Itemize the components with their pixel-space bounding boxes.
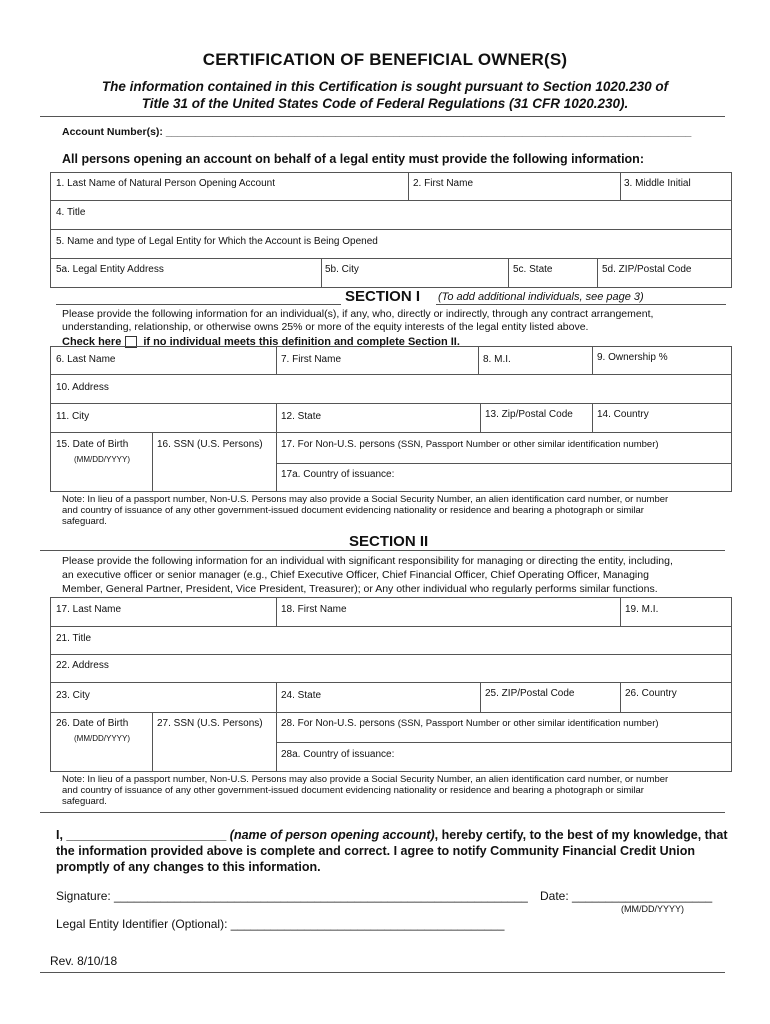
s1-footnote-1: Note: In lieu of a passport number, Non-U.S. Persons may also provide a Social Security Number, an alien identification card number, or number — [62, 494, 669, 505]
form-subtitle-line2: Title 31 of the United States Code of Federal Regulations (31 CFR 1020.230). — [141, 96, 629, 111]
s1-state[interactable]: 12. State — [281, 411, 322, 422]
s2-city[interactable]: 23. City — [56, 690, 90, 701]
s2-zip[interactable]: 25. ZIP/Postal Code — [485, 688, 575, 699]
entity-legal-name-label[interactable]: 5. Name and type of Legal Entity for Which the Account is Being Opened — [56, 236, 378, 247]
section2-para3: Member, General Partner, President, Vice President, Treasurer); or Any other individual who regularly performs similar functions. — [62, 583, 658, 595]
all-persons-instruction: All persons opening an account on behalf of a legal entity must provide the following information: — [62, 152, 644, 166]
date-format-hint: (MM/DD/YYYY) — [621, 904, 684, 914]
certification-line1: I, _______________________ (name of person opening account), hereby certify, to the best of my knowledge, that — [56, 828, 728, 842]
entity-first-name-label[interactable]: 2. First Name — [413, 178, 474, 189]
date-field[interactable]: Date: _____________________ — [540, 889, 713, 903]
s2-title[interactable]: 21. Title — [56, 633, 92, 644]
section2-para2: an executive officer or senior manager (e.g., Chief Executive Officer, Chief Financial Officer, Chief Operating Officer, Managing — [62, 569, 649, 581]
header-divider — [40, 116, 725, 117]
s1-dob[interactable]: 15. Date of Birth — [56, 439, 129, 450]
entity-zip-label[interactable]: 5d. ZIP/Postal Code — [602, 264, 692, 275]
cert-name-blank[interactable]: I, _______________________ — [56, 828, 230, 842]
s2-state[interactable]: 24. State — [281, 690, 322, 701]
s1-last-name[interactable]: 6. Last Name — [56, 354, 116, 365]
s2-footnote-1: Note: In lieu of a passport number, Non-U.S. Persons may also provide a Social Security Number, an alien identification card number, or number — [62, 774, 669, 785]
section2-para1: Please provide the following information for an individual with significant responsibility for managing or directing the entity, including, — [62, 555, 673, 567]
s1-footnote-2: and country of issuance of any other government-issued document evidencing nationality or residence and bearing a photograph or similar — [62, 505, 644, 516]
entity-last-name-label[interactable]: 1. Last Name of Natural Person Opening Account — [56, 178, 276, 189]
s1-ssn[interactable]: 16. SSN (U.S. Persons) — [157, 439, 263, 450]
check-here-text: if no individual meets this definition and complete Section II. — [143, 336, 460, 348]
s1-mi[interactable]: 8. M.I. — [483, 354, 511, 365]
entity-title-label[interactable]: 4. Title — [56, 207, 86, 218]
s1-dob-format: (MM/DD/YYYY) — [74, 455, 130, 464]
entity-address-label[interactable]: 5a. Legal Entity Address — [56, 264, 164, 275]
s2-country-issuance[interactable]: 28a. Country of issuance: — [281, 749, 395, 760]
form-subtitle-line1: The information contained in this Certification is sought pursuant to Section 1020.230 of — [101, 79, 669, 94]
entity-middle-initial-label[interactable]: 3. Middle Initial — [624, 178, 691, 189]
s2-country[interactable]: 26. Country — [625, 688, 677, 699]
s2-dob-format: (MM/DD/YYYY) — [74, 734, 130, 743]
s2-nonus[interactable]: 28. For Non-U.S. persons (SSN, Passport Number or other similar identification number) — [281, 718, 659, 729]
s2-first-name[interactable]: 18. First Name — [281, 604, 347, 615]
s1-footnote-3: safeguard. — [62, 516, 107, 527]
entity-state-label[interactable]: 5c. State — [513, 264, 553, 275]
signature-field[interactable]: Signature: ______________________________________________________________ — [56, 889, 528, 903]
s1-zip[interactable]: 13. Zip/Postal Code — [485, 409, 573, 420]
s1-ownership[interactable]: 9. Ownership % — [597, 352, 668, 363]
section1-para1: Please provide the following information for an individual(s), if any, who, directly or indirectly, through any contract arrangement, — [62, 308, 654, 320]
cert-name-label: (name of person opening account) — [229, 828, 435, 842]
revision-date: Rev. 8/10/18 — [50, 954, 118, 968]
s1-country[interactable]: 14. Country — [597, 409, 649, 420]
s2-mi[interactable]: 19. M.I. — [625, 604, 659, 615]
s2-ssn[interactable]: 27. SSN (U.S. Persons) — [157, 718, 263, 729]
s1-city[interactable]: 11. City — [56, 411, 90, 422]
form-title: CERTIFICATION OF BENEFICIAL OWNER(S) — [202, 50, 568, 69]
s2-footnote-2: and country of issuance of any other government-issued document evidencing nationality or residence and bearing a photograph or similar — [62, 785, 644, 796]
s2-footnote-3: safeguard. — [62, 796, 107, 807]
lei-field[interactable]: Legal Entity Identifier (Optional): _________________________________________ — [56, 917, 505, 931]
section1-note: (To add additional individuals, see page 3) — [438, 291, 644, 303]
section1-heading: SECTION I — [345, 288, 421, 305]
check-here-label: Check here — [62, 336, 122, 348]
entity-city-label[interactable]: 5b. City — [325, 264, 359, 275]
certification-line3: promptly of any changes to this information. — [56, 860, 321, 874]
s2-dob[interactable]: 26. Date of Birth — [56, 718, 129, 729]
s2-address[interactable]: 22. Address — [56, 660, 109, 671]
s1-nonus[interactable]: 17. For Non-U.S. persons (SSN, Passport Number or other similar identification number) — [281, 439, 659, 450]
s1-address[interactable]: 10. Address — [56, 382, 109, 393]
section2-heading: SECTION II — [349, 533, 429, 550]
s2-last-name[interactable]: 17. Last Name — [56, 604, 122, 615]
s1-country-issuance[interactable]: 17a. Country of issuance: — [281, 469, 395, 480]
s1-first-name[interactable]: 7. First Name — [281, 354, 342, 365]
account-number-field[interactable]: Account Number(s): __________________________________________________________________________________________ — [62, 126, 692, 138]
certification-line2: the information provided above is complete and correct. I agree to notify Community Financial Credit Union — [56, 844, 695, 858]
section1-para2: understanding, relationship, or otherwise owns 25% or more of the equity interests of the legal entity listed above. — [62, 321, 589, 333]
